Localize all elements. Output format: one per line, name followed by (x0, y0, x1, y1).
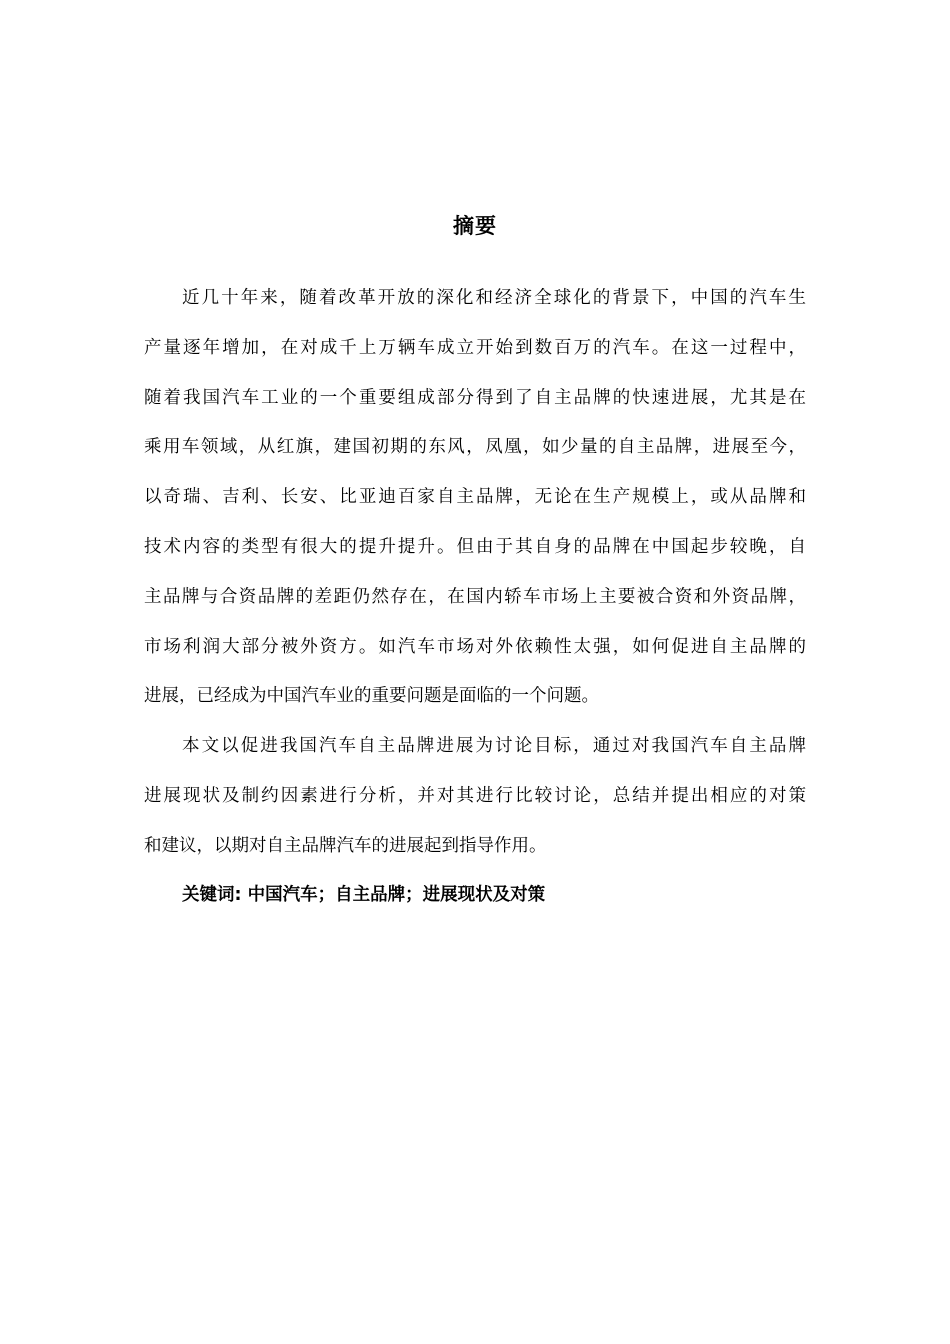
paragraph-line: 随着我国汽车工业的一个重要组成部分得到了自主品牌的快速进展，尤其是在 (144, 387, 806, 408)
paragraph-line: 进展，已经成为中国汽车业的重要问题是面临的一个问题。 (144, 686, 599, 707)
paragraph-line: 产量逐年增加，在对成千上万辆车成立开始到数百万的汽车。在这一过程中， (144, 337, 806, 358)
paragraph-line: 以奇瑞、吉利、长安、比亚迪百家自主品牌，无论在生产规模上，或从品牌和 (144, 487, 806, 508)
paragraph-line: 技术内容的类型有很大的提升提升。但由于其自身的品牌在中国起步较晚，自 (144, 536, 806, 557)
paragraph-line: 近几十年来，随着改革开放的深化和经济全球化的背景下，中国的汽车生 (182, 288, 806, 308)
paragraph-line: 乘用车领域，从红旗，建国初期的东风，凤凰，如少量的自主品牌，进展至今， (144, 437, 806, 458)
paragraph-line: 进展现状及制约因素进行分析，并对其进行比较讨论，总结并提出相应的对策 (144, 785, 806, 806)
keywords-line (182, 871, 545, 921)
paragraph-line: 本文以促进我国汽车自主品牌进展为讨论目标，通过对我国汽车自主品牌 (182, 736, 806, 756)
keywords-label: 关键词: (182, 885, 242, 905)
abstract-paragraph-1 (144, 274, 806, 722)
abstract-paragraph-2 (144, 722, 806, 871)
paragraph-line: 市场利润大部分被外资方。如汽车市场对外依赖性太强，如何促进自主品牌的 (144, 636, 806, 657)
abstract-title: 摘要 (453, 214, 497, 238)
paragraph-line: 主品牌与合资品牌的差距仍然存在，在国内轿车市场上主要被合资和外资品牌， (144, 586, 806, 607)
paragraph-line: 和建议，以期对自主品牌汽车的进展起到指导作用。 (144, 835, 547, 856)
keywords-value: 中国汽车；自主品牌；进展现状及对策 (247, 885, 546, 905)
